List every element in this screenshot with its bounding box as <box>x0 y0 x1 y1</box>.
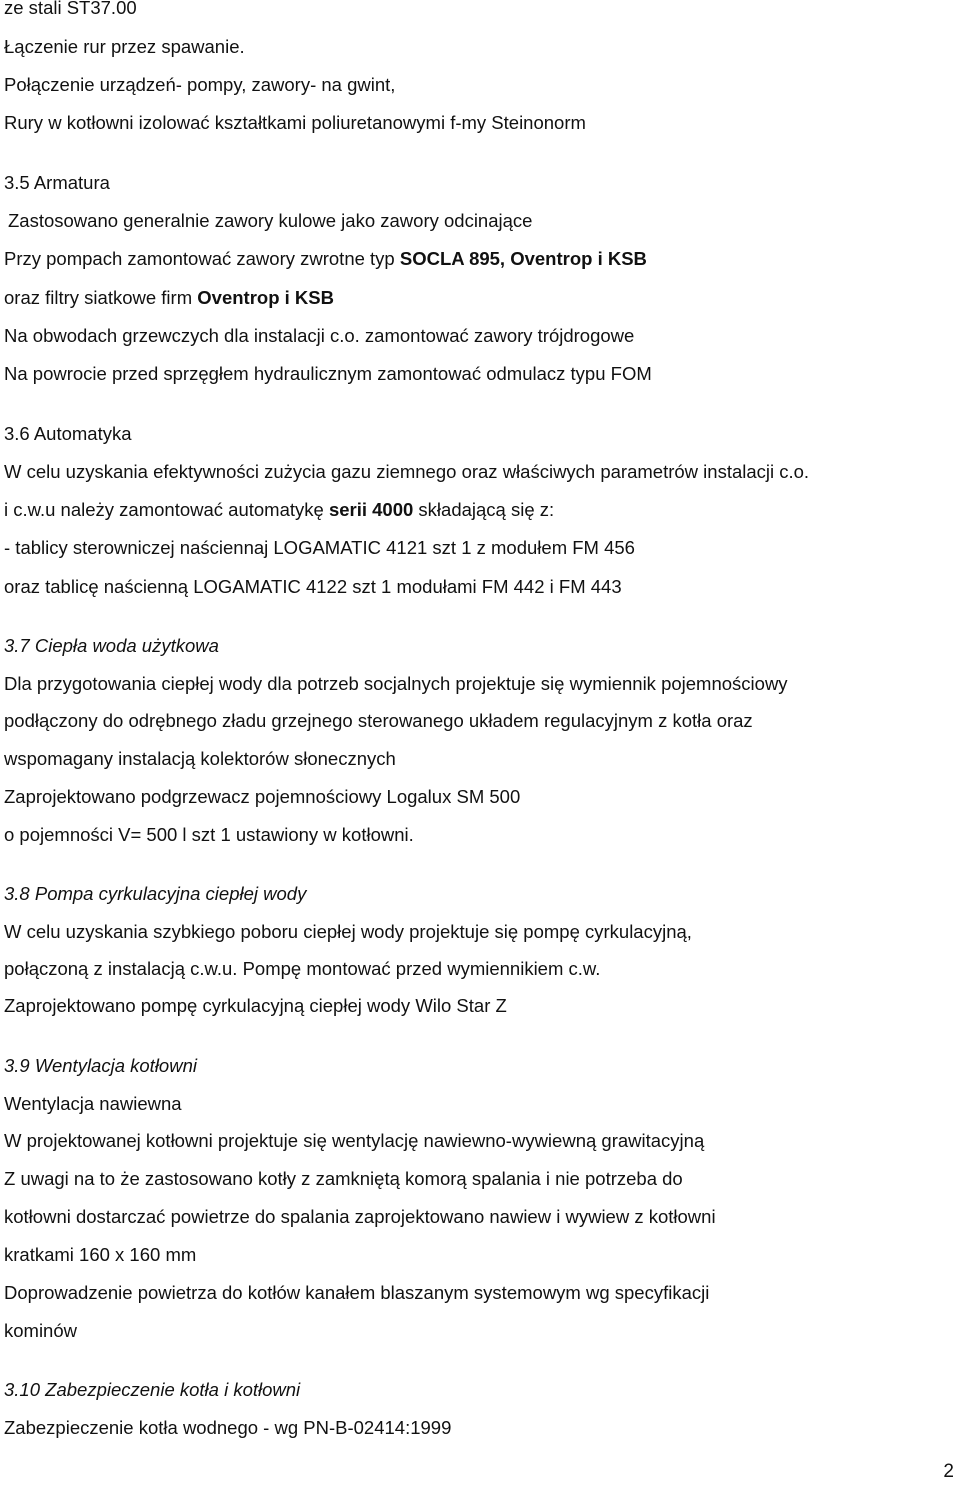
section-heading-3-10: 3.10 Zabezpieczenie kotła i kotłowni <box>4 1379 301 1400</box>
text-line: podłączony do odrębnego zładu grzejnego sterowanego układem regulacyjnym z kotła oraz <box>4 710 753 731</box>
text-line: Łączenie rur przez spawanie. <box>4 36 245 57</box>
text-line: kominów <box>4 1320 77 1341</box>
section-heading-3-5: 3.5 Armatura <box>4 172 110 193</box>
text-line: ze stali ST37.00 <box>4 0 137 18</box>
text-line: W celu uzyskania efektywności zużycia gazu ziemnego oraz właściwych parametrów instalacji c.o. <box>4 461 810 482</box>
section-heading-3-6: 3.6 Automatyka <box>4 423 132 444</box>
text-span: składającą się z: <box>413 499 555 520</box>
text-line: Zastosowano generalnie zawory kulowe jako zawory odcinające <box>8 210 533 231</box>
section-heading-3-8: 3.8 Pompa cyrkulacyjna ciepłej wody <box>4 883 307 904</box>
text-span: Przy pompach zamontować zawory zwrotne typ <box>4 248 400 269</box>
section-heading-3-7: 3.7 Ciepła woda użytkowa <box>4 635 219 656</box>
text-line: W projektowanej kotłowni projektuje się wentylację nawiewno-wywiewną grawitacyjną <box>4 1130 705 1151</box>
page-number: 2 <box>943 1461 954 1482</box>
section-heading-3-9: 3.9 Wentylacja kotłowni <box>4 1055 197 1076</box>
text-line: Zaprojektowano pompę cyrkulacyjną ciepłej wody Wilo Star Z <box>4 995 507 1016</box>
text-line <box>4 287 334 309</box>
text-span: oraz filtry siatkowe firm <box>4 287 198 308</box>
text-line: Zaprojektowano podgrzewacz pojemnościowy Logalux SM 500 <box>4 786 521 807</box>
text-line: kratkami 160 x 160 mm <box>4 1244 197 1265</box>
text-line: W celu uzyskania szybkiego poboru ciepłej wody projektuje się pompę cyrkulacyjną, <box>4 921 692 942</box>
text-line: kotłowni dostarczać powietrze do spalania zaprojektowano nawiew i wywiew z kotłowni <box>4 1206 716 1227</box>
text-line: wspomagany instalacją kolektorów słonecznych <box>4 748 396 769</box>
text-line: Na obwodach grzewczych dla instalacji c.o. zamontować zawory trójdrogowe <box>4 325 635 346</box>
text-line: Z uwagi na to że zastosowano kotły z zamkniętą komorą spalania i nie potrzeba do <box>4 1168 683 1189</box>
text-line: o pojemności V= 500 l szt 1 ustawiony w kotłowni. <box>4 824 414 845</box>
text-line: Wentylacja nawiewna <box>4 1093 182 1114</box>
text-line: Połączenie urządzeń- pompy, zawory- na gwint, <box>4 74 396 95</box>
text-line: Na powrocie przed sprzęgłem hydraulicznym zamontować odmulacz typu FOM <box>4 363 652 384</box>
text-line: - tablicy sterowniczej naściennaj LOGAMATIC 4121 szt 1 z modułem FM 456 <box>4 537 635 558</box>
text-line: oraz tablicę naścienną LOGAMATIC 4122 szt 1 modułami FM 442 i FM 443 <box>4 576 622 597</box>
text-line: połączoną z instalacją c.w.u. Pompę montować przed wymiennikiem c.w. <box>4 958 601 979</box>
text-span: i c.w.u należy zamontować automatykę <box>4 499 329 520</box>
text-line: Zabezpieczenie kotła wodnego - wg PN-B-02414:1999 <box>4 1417 452 1438</box>
text-line <box>4 248 647 270</box>
text-line: Dla przygotowania ciepłej wody dla potrzeb socjalnych projektuje się wymiennik pojemnościowy <box>4 673 788 694</box>
text-line: Doprowadzenie powietrza do kotłów kanałem blaszanym systemowym wg specyfikacji <box>4 1282 710 1303</box>
bold-span: SOCLA 895, Oventrop i KSB <box>399 248 647 269</box>
bold-span: Oventrop i KSB <box>197 287 334 308</box>
text-line <box>4 499 554 521</box>
bold-span: serii 4000 <box>328 499 414 520</box>
text-line: Rury w kotłowni izolować kształtkami poliuretanowymi f-my Steinonorm <box>4 112 586 133</box>
